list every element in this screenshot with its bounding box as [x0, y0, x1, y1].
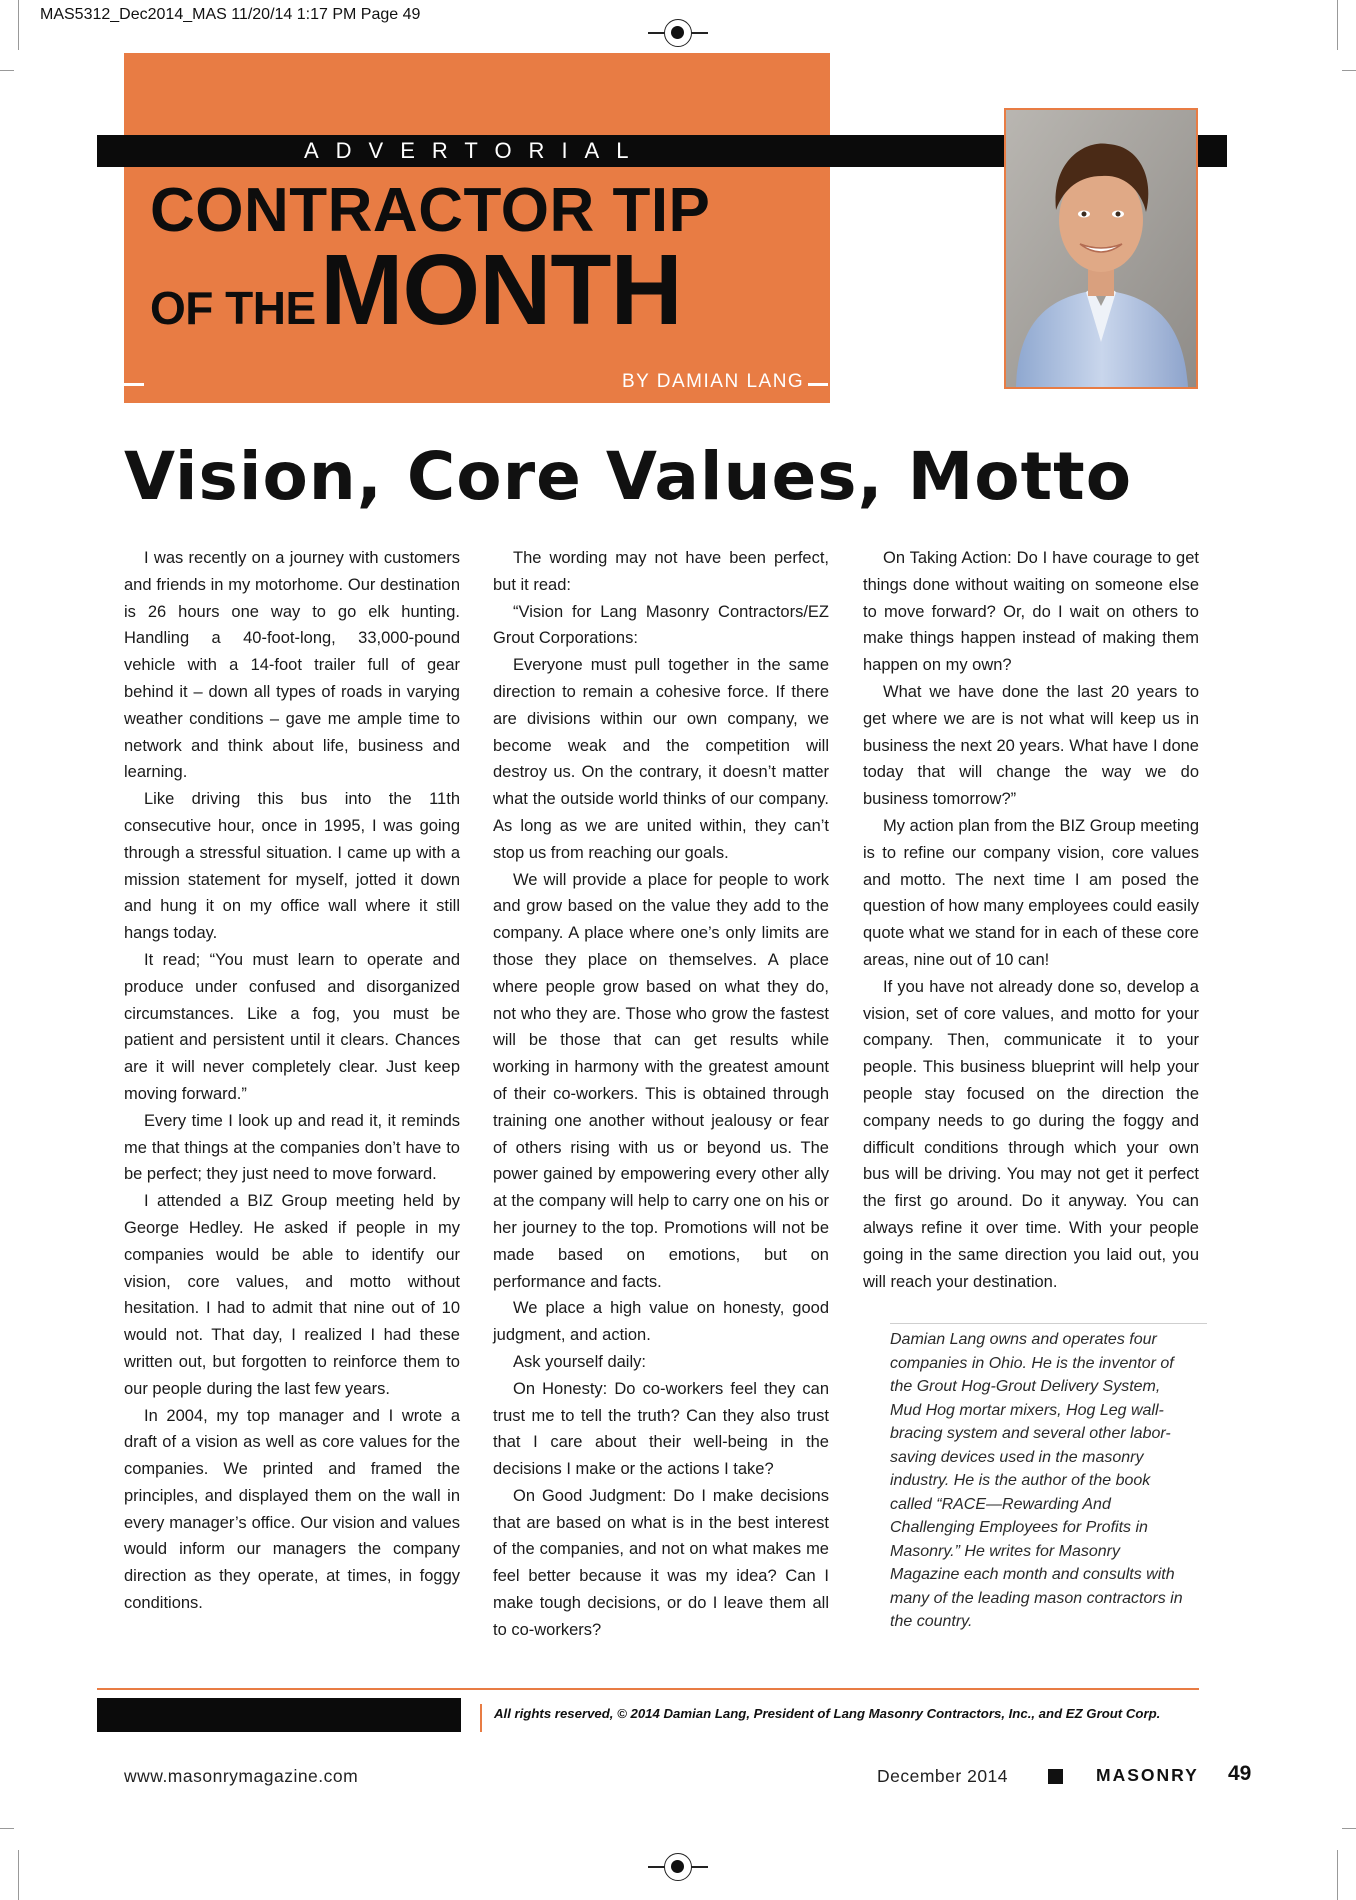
- crop-mark: [1337, 0, 1338, 50]
- crop-mark: [0, 70, 14, 71]
- paragraph: Ask yourself daily:: [513, 1352, 646, 1371]
- crop-mark: [18, 1850, 19, 1900]
- registration-mark-icon: [664, 19, 692, 47]
- issue-date: December 2014: [877, 1766, 1009, 1786]
- paragraph: We place a high value on honesty, good judgment, and action.: [493, 1299, 829, 1345]
- paragraph: My action plan from the BIZ Group meeting is to refine our company vision, core values and motto. The next time I am posed the question of how many employees could easily quote what we stand for in each of these core areas, nine out of 10 can!: [863, 816, 1199, 969]
- magazine-name: MASONRY: [1096, 1765, 1199, 1785]
- paragraph: If you have not already done so, develop a vision, set of core values, and motto for your company. Then, communicate it to your people. This business blueprint will help your people stay focused on the direction the company needs to go during the foggy and difficult conditions through which your own bus will be driving. You may not get it perfect the first go around. Do it anyway. You can always refine it over time. With your people going in the same direction you laid out, you will reach your destination.: [863, 977, 1199, 1291]
- byline: BY DAMIAN LANG: [622, 371, 805, 392]
- author-bio: Damian Lang owns and operates four companies in Ohio. He is the inventor of the Grout Hog-Grout Delivery System, Mud Hog mortar mixers, Hog Leg wall-bracing system and several other labor-saving devices used in the masonry industry. He is the author of the book called “RACE—Rewarding And Challenging Employees for Profits in Masonry.” He writes for Masonry Magazine each month and consults with many of the leading mason contractors in the country.: [890, 1331, 1183, 1630]
- footer-rule: [97, 1688, 1199, 1690]
- article-column-3: [863, 545, 1199, 1295]
- paragraph: I was recently on a journey with customers and friends in my motorhome. Our destination is 26 hours one way to go elk hunting. Handling a 40-foot-long, 33,000-pound vehicle with a 14-foot trailer full of gear behind it – down all types of roads in varying weather conditions – gave me ample time to network and think about life, business and learning.: [124, 549, 460, 782]
- advertorial-label: ADVERTORIAL: [304, 138, 646, 163]
- byline-rule-left: [124, 383, 144, 386]
- paragraph: What we have done the last 20 years to get where we are is not what will keep us in business the next 20 years. What have I done today that will change the way we do business tomorrow?”: [863, 682, 1199, 809]
- crop-mark: [1342, 70, 1356, 71]
- paragraph: On Honesty: Do co-workers feel they can trust me to tell the truth? Can they also trust that I care about their well-being in the decisions I make or the actions I take?: [493, 1379, 829, 1479]
- bio-divider: [890, 1323, 1207, 1324]
- paragraph: Like driving this bus into the 11th consecutive hour, once in 1995, I was going through a stressful situation. I came up with a mission statement for myself, jotted it down and hung it on my office wall where it still hangs today.: [124, 790, 460, 943]
- footer-black-block: [97, 1698, 461, 1732]
- paragraph: “Vision for Lang Masonry Contractors/EZ Grout Corporations:: [493, 602, 829, 648]
- magazine-url[interactable]: www.masonrymagazine.com: [124, 1766, 359, 1786]
- paragraph: On Taking Action: Do I have courage to get things done without waiting on someone else to move forward? Or, do I wait on others to make things happen instead of making them happen on my own?: [863, 549, 1199, 675]
- portrait-illustration: [1006, 110, 1196, 387]
- banner-title-of-the: OF THE: [150, 282, 316, 334]
- banner-title-line2: [150, 234, 682, 346]
- article-column-2: [493, 545, 829, 1644]
- crop-mark: [0, 1828, 14, 1829]
- paragraph: The wording may not have been perfect, but it read:: [493, 549, 829, 594]
- paragraph: Everyone must pull together in the same direction to remain a cohesive force. If there are divisions within our own company, we become weak and the competition will destroy us. On the contrary, it doesn’t matter what the outside world thinks of our company. As long as we are united within, they can’t stop us from reaching our goals.: [493, 656, 829, 862]
- print-slug: MAS5312_Dec2014_MAS 11/20/14 1:17 PM Page 49: [40, 6, 421, 23]
- paragraph: Every time I look up and read it, it reminds me that things at the companies don’t have to be perfect; they just need to move forward.: [124, 1111, 460, 1184]
- crop-mark: [1342, 1828, 1356, 1829]
- footer-accent-bar: [480, 1704, 482, 1732]
- registration-mark-icon: [664, 1853, 692, 1881]
- crop-mark: [1337, 1850, 1338, 1900]
- author-portrait-photo: [1004, 108, 1198, 389]
- black-square-icon: [1048, 1769, 1063, 1784]
- paragraph: I attended a BIZ Group meeting held by George Hedley. He asked if people in my companies would be able to identify our vision, core values, and motto without hesitation. I had to admit that nine out of 10 would not. That day, I realized I had these written out, but forgotten to reinforce them to our people during the last few years.: [124, 1192, 460, 1398]
- article-headline: Vision, Core Values, Motto: [124, 438, 1133, 515]
- paragraph: In 2004, my top manager and I wrote a draft of a vision as well as core values for the companies. We printed and framed the principles, and displayed them on the wall in every manager’s office. Our vision and values would inform our managers the company direction as they operate, at times, in foggy conditions.: [124, 1406, 460, 1613]
- copyright-notice: All rights reserved, © 2014 Damian Lang, President of Lang Masonry Contractors, Inc., and EZ Grout Corp.: [494, 1706, 1161, 1721]
- paragraph: On Good Judgment: Do I make decisions that are based on what is in the best interest of the companies, and not on what makes me feel better because it was my idea? Can I make tough decisions, or do I leave them all to co-workers?: [493, 1486, 829, 1639]
- paragraph: We will provide a place for people to work and grow based on the value they add to the company. A place where one’s only limits are those they place on themselves. A place where people grow based on what they do, not who they are. Those who grow the fastest will be those that can get results while working in harmony with the greatest amount of their co-workers. This is obtained through training one another without jealousy or fear of others rising with us or beyond us. The power gained by empowering every other ally at the company will help to carry one on his or her journey to the top. Promotions will not be made based on emotions, but on performance and facts.: [493, 870, 829, 1291]
- byline-rule-right: [808, 383, 828, 386]
- page-number: 49: [1228, 1762, 1252, 1785]
- crop-mark: [18, 0, 19, 50]
- paragraph: It read; “You must learn to operate and produce under confused and disorganized circumstances. Like a fog, you must be patient and persistent until it clears. Chances are it will never completely clear. Just keep moving forward.”: [124, 950, 460, 1103]
- banner-title-line1: CONTRACTOR TIP: [150, 176, 711, 245]
- banner-title-month: MONTH: [320, 234, 682, 346]
- article-column-1: [124, 545, 460, 1617]
